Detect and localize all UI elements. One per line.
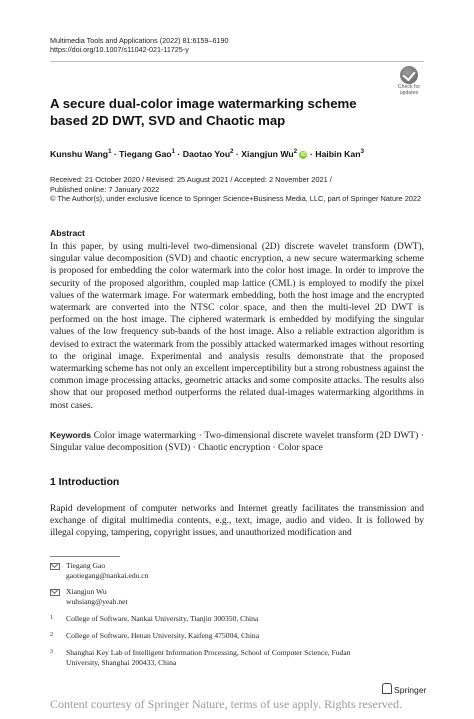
courtesy-notice: Content courtesy of Springer Nature, terms of use apply. Rights reserved. [50,697,403,711]
publication-dates [50,175,430,204]
abstract-heading: Abstract [50,228,85,238]
author-affil: 1 [171,149,175,156]
keywords-text: Color image watermarking · Two-dimensional discrete wavelet transform (2D DWT) · Singular value decomposition (SVD) · Chaotic encryption · Color space [50,431,425,454]
check-label-1: Check for [397,84,421,90]
envelope-icon [50,563,60,570]
contact-email[interactable]: gaotiegang@nankai.edu.cn [66,571,149,580]
footnote-rule [50,556,120,557]
orcid-icon[interactable]: iD [300,152,306,158]
envelope-icon [50,589,60,596]
check-icon [400,66,418,84]
dates-line: Published online: 7 January 2022 [50,184,160,194]
affiliation [50,648,424,670]
check-for-updates-badge[interactable] [393,66,425,100]
springer-horse-icon [382,683,392,694]
author-name[interactable]: Xiangjun Wu [241,149,294,159]
author-affil: 2 [293,149,298,156]
affiliation-text: College of Software, Nankai University, Tianjin 300350, China [66,614,259,623]
abstract-text: In this paper, by using multi-level two-dimensional (2D) discrete wavelet transform (DWT), singular value decomposition (SVD) and chaotic encryption, a new secure watermarking scheme is proposed for embedding the color watermark into the color host image. In order to improve the security of the proposed algorithm, coupled map lattice (CML) is employed to modify the pixel values of the watermark image. For watermark embedding, both the host image and the encrypted watermark are converted into the NTSC color space, and then the multi-level 2D DWT is performed on the host image. The ciphered watermark is embedded by modifying the singular values of the low frequency sub-bands of the host image. Also a reliable extraction algorithm is devised to extract the watermark from the possibly attacked watermarked images without resorting to the original image. Experimental and analysis results demonstrate that the proposed watermarking scheme has not only an excellent imperceptibility but a strong robustness against the common image processing attacks, geometric attacks and some composite attacks. The results also show that our proposed method outperforms the related dual-images watermarking algorithms in most cases. [50,242,424,411]
corresponding-author [50,561,350,583]
contact-name: Xiangjun Wu [66,587,107,596]
contact-name: Tiegang Gao [66,561,106,570]
corresponding-author [50,587,350,609]
check-label-2: updates [399,89,419,96]
keywords-label: Keywords [50,430,92,440]
affiliation-text: College of Software, Henan University, Kaifeng 475004, China [66,631,260,640]
affiliation-number: 1 [50,615,53,621]
journal-header [50,36,228,54]
author-name[interactable]: Haibin Kan [315,149,361,159]
copyright-line: © The Author(s), under exclusive licence to Springer Science+Business Media, LLC, part of Springer Nature 2022 [50,194,422,204]
journal-citation: Multimedia Tools and Applications (2022) 81:6159–6190 [50,36,229,45]
affiliation [50,614,424,626]
author-affil: 2 [230,149,234,156]
keywords-block [50,429,424,454]
author-name[interactable]: Tiegang Gao [119,149,172,159]
affiliation-number: 3 [50,649,53,655]
dates-line: Received: 21 October 2020 / Revised: 25 August 2021 / Accepted: 2 November 2021 / [50,175,332,184]
author-name[interactable]: Daotao You [182,149,231,159]
author-affil: 3 [360,149,364,156]
author-name[interactable]: Kunshu Wang [50,149,109,159]
affiliation [50,631,424,643]
paper-title: A secure dual-color image watermarking scheme based 2D DWT, SVD and Chaotic map [50,96,357,128]
affiliation-text: University, Shanghai 200433, China [66,658,177,667]
intro-text: Rapid development of computer networks and Internet greatly facilitates the transmission and exchange of digital multimedia contents, e.g., text, image, audio and video. It is followed by illegal copying, tampering, copyright issues, and unauthorized modification and [50,504,424,539]
author-list: Kunshu Wang$^1$ · Tiegang Gao$^1$ · Daotao You$^2$ · Xiangjun Wu$^2$ iD · Haibin Kan$^3$ [50,149,364,159]
publisher-name: Springer [394,685,427,695]
section-heading: 1 Introduction [50,477,120,488]
doi-link[interactable]: https://doi.org/10.1007/s11042-021-11725-y [50,45,189,54]
affiliation-number: 2 [50,632,53,638]
affiliation-text: Shanghai Key Lab of Intelligent Information Processing, School of Computer Science, Fudan [66,648,351,657]
contact-email[interactable]: wuhsiang@yeah.net [66,597,128,606]
publisher-logo [382,683,426,695]
header-rule [50,61,424,62]
author-affil: 1 [108,149,112,156]
